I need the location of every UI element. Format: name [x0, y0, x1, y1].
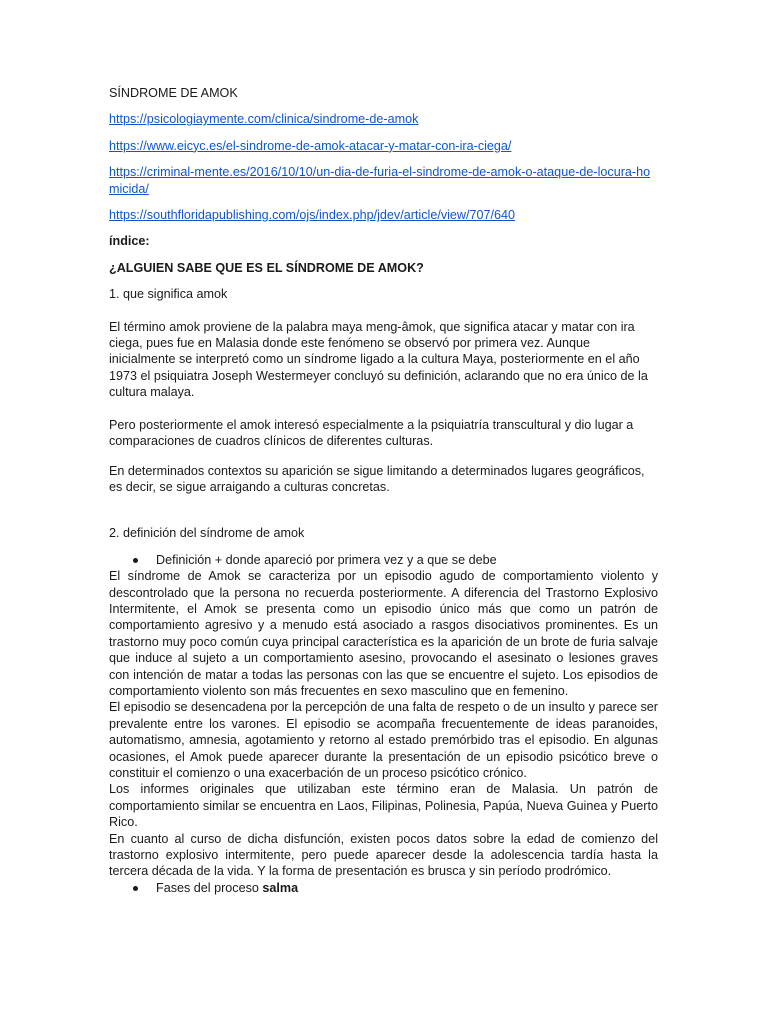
section-1-paragraph-1: El término amok proviene de la palabra maya meng-âmok, que significa atacar y matar con ira ciega, pues fue en Malasia donde este fenómeno se observó por primera vez. Aunque inicialmente se interpretó como un síndrome ligado a la cultura Maya, posteriormente en el año 1973 el psiquiatra Joseph Westermeyer concluyó su definición, aclarando que no era único de la cultura malaya. [109, 319, 648, 400]
reference-link-4[interactable]: https://southfloridapublishing.com/ojs/index.php/jdev/article/view/707/640 [109, 208, 516, 223]
reference-link-1[interactable]: https://psicologiaymente.com/clinica/sindrome-de-amok [109, 112, 419, 127]
reference-link-2[interactable]: https://www.eicyc.es/el-sindrome-de-amok-atacar-y-matar-con-ira-ciega/ [109, 138, 512, 153]
section-1-heading: 1. que significa amok [109, 287, 228, 302]
question-heading: ¿ALGUIEN SABE QUE ES EL SÍNDROME DE AMOK? [109, 260, 424, 275]
section-2-paragraph-4: En cuanto al curso de dicha disfunción, existen pocos datos sobre la edad de comienzo del trastorno explosivo intermitente, pero puede aparecer desde la adolescencia tardía hasta la tercera década de la vida. Y la forma de presentación es brusca y sin período prodrómico. [109, 831, 658, 879]
document-title: SÍNDROME DE AMOK [109, 86, 238, 100]
index-label: índice: [109, 234, 150, 249]
bullet-item-definition: Definición + donde apareció por primera vez y a que se debe [109, 552, 658, 568]
bullet-item-phases [109, 880, 658, 896]
bullet-phases-bold: salma [262, 880, 299, 895]
section-1-paragraph-3: En determinados contextos su aparición se sigue limitando a determinados lugares geográficos, es decir, se sigue arraigando a culturas concretas. [109, 463, 645, 494]
bullet-phases-text: Fases del proceso [156, 880, 263, 895]
section-1-paragraph-2: Pero posteriormente el amok interesó especialmente a la psiquiatría transcultural y dio lugar a comparaciones de cuadros clínicos de diferentes culturas. [109, 417, 634, 449]
reference-link-3[interactable]: https://criminal-mente.es/2016/10/10/un-dia-de-furia-el-sindrome-de-amok-o-ataque-de-locura-homicida/ [109, 165, 651, 196]
document-page [109, 85, 658, 896]
section-2-heading: 2. definición del síndrome de amok [109, 526, 305, 541]
section-2-paragraph-2: El episodio se desencadena por la percepción de una falta de respeto o de un insulto y parece ser prevalente entre los varones. El episodio se acompaña frecuentemente de ideas paranoides, automatismo, amnesia, agotamiento y retorno al estado premórbido tras el episodio. En algunas ocasiones, el Amok puede aparecer durante la presentación de un episodio psicótico breve o constituir el comienzo o una exacerbación de un proceso psicótico crónico. [109, 700, 658, 780]
section-2-paragraph-1: El síndrome de Amok se caracteriza por un episodio agudo de comportamiento violento y descontrolado que la persona no recuerda posteriormente. A diferencia del Trastorno Explosivo Intermitente, el Amok se presenta como un episodio único más que como un patrón de comportamiento agresivo y a menudo está asociado a rasgos disociativos prominentes. Es un trastorno muy poco común cuya principal característica es la aparición de un brote de furia salvaje que induce al sujeto a un comportamiento asesino, provocando el asesinato o lesiones graves con intención de matar a todas las personas con las que se encuentre el sujeto. Los episodios de comportamiento violento son más frecuentes en sexo masculino que en femenino. [109, 569, 658, 698]
section-2-paragraph-3: Los informes originales que utilizaban este término eran de Malasia. Un patrón de comportamiento similar se encuentra en Laos, Filipinas, Polinesia, Papúa, Nueva Guinea y Puerto Rico. [109, 782, 658, 830]
